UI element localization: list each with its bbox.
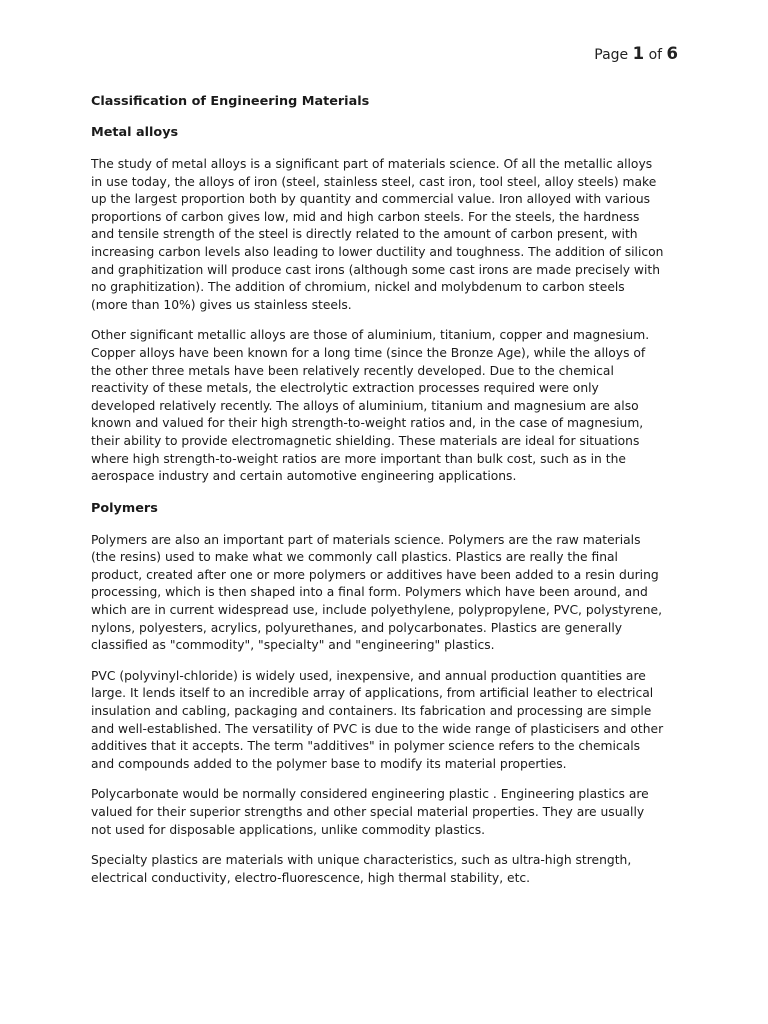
section-heading-metal-alloys: Metal alloys <box>91 125 179 140</box>
text-line: classified as "commodity", "specialty" and "engineering" plastics. <box>91 638 495 653</box>
text-line: the other three metals have been relatively recently developed. Due to the chemical <box>91 363 614 378</box>
total-pages-number: 6 <box>666 44 678 63</box>
text-line: which are in current widespread use, include polyethylene, polypropylene, PVC, polystyrene, <box>91 603 663 618</box>
page-label: Page <box>594 47 629 63</box>
page-of-label: of <box>648 47 663 63</box>
text-line: increasing carbon levels also leading to lower ductility and toughness. The addition of silicon <box>91 244 664 259</box>
text-line: valued for their superior strengths and other special material properties. They are usually <box>91 805 645 819</box>
paragraph-polymers-specialty <box>91 852 679 887</box>
text-line: Specialty plastics are materials with unique characteristics, such as ultra-high strength, <box>91 853 632 868</box>
text-line: up the largest proportion both by quantity and commercial value. Iron alloyed with various <box>91 192 651 207</box>
text-line: in use today, the alloys of iron (steel, stainless steel, cast iron, tool steel, alloy steels) make <box>91 174 657 189</box>
text-line: known and valued for their high strength-to-weight ratios and, in the case of magnesium, <box>91 416 644 431</box>
section-heading-polymers: Polymers <box>91 500 158 516</box>
text-line: no graphitization). The addition of chromium, nickel and molybdenum to carbon steels <box>91 280 625 295</box>
text-line: nylons, polyesters, acrylics, polyurethanes, and polycarbonates. Plastics are generally <box>91 620 623 635</box>
paragraph-polymers-polycarbonate <box>91 786 679 839</box>
text-line: their ability to provide electromagnetic shielding. These materials are ideal for situations <box>91 433 640 448</box>
text-line: (more than 10%) gives us stainless steels. <box>91 297 352 312</box>
paragraph-polymers-pvc <box>91 668 679 774</box>
text-line: additives that it accepts. The term "additives" in polymer science refers to the chemicals <box>91 739 641 754</box>
text-line: product, created after one or more polymers or additives have been added to a resin during <box>91 567 659 582</box>
text-line: proportions of carbon gives low, mid and high carbon steels. For the steels, the hardness <box>91 209 640 224</box>
text-line: (the resins) used to make what we commonly call plastics. Plastics are really the final <box>91 550 618 565</box>
text-line: and well-established. The versatility of PVC is due to the wide range of plasticisers and other <box>91 721 664 736</box>
text-line: Polymers are also an important part of materials science. Polymers are the raw materials <box>91 532 641 547</box>
document-body <box>91 92 679 887</box>
text-line: insulation and cabling, packaging and containers. Its fabrication and processing are simple <box>91 704 652 719</box>
current-page-number: 1 <box>632 44 645 63</box>
text-line: The study of metal alloys is a significant part of materials science. Of all the metallic alloys <box>91 157 653 171</box>
text-line: Other significant metallic alloys are those of aluminium, titanium, copper and magnesium. <box>91 328 650 343</box>
paragraph-metal-alloys-1 <box>91 156 679 314</box>
text-line: large. It lends itself to an incredible array of applications, from artificial leather to electrical <box>91 686 654 701</box>
page-indicator <box>594 44 678 63</box>
text-line: and compounds added to the polymer base to modify its material properties. <box>91 756 567 771</box>
text-line: not used for disposable applications, unlike commodity plastics. <box>91 822 486 837</box>
text-line: where high strength-to-weight ratios are more important than bulk cost, such as in the <box>91 451 626 466</box>
paragraph-metal-alloys-2 <box>91 327 679 485</box>
text-line: and graphitization will produce cast irons (although some cast irons are made precisely with <box>91 262 661 277</box>
text-line: electrical conductivity, electro-fluorescence, high thermal stability, etc. <box>91 870 531 885</box>
text-line: PVC (polyvinyl-chloride) is widely used, inexpensive, and annual production quantities are <box>91 668 646 683</box>
text-line: and tensile strength of the steel is directly related to the amount of carbon present, with <box>91 227 638 242</box>
paragraph-polymers-1 <box>91 532 679 655</box>
text-line: Copper alloys have been known for a long time (since the Bronze Age), while the alloys of <box>91 345 646 360</box>
text-line: reactivity of these metals, the electrolytic extraction processes required were only <box>91 381 599 396</box>
text-line: Polycarbonate would be normally considered engineering plastic . Engineering plastics are <box>91 787 649 802</box>
text-line: processing, which is then shaped into a final form. Polymers which have been around, and <box>91 585 648 600</box>
text-line: developed relatively recently. The alloys of aluminium, titanium and magnesium are also <box>91 398 639 413</box>
document-title: Classification of Engineering Materials <box>91 94 370 109</box>
text-line: aerospace industry and certain automotive engineering applications. <box>91 469 517 484</box>
